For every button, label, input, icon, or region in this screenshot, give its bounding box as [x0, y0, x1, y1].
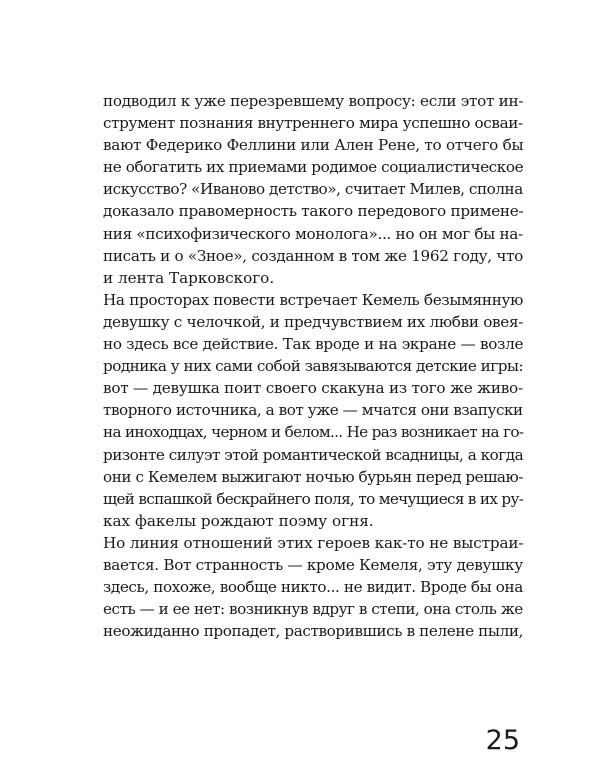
text-line-20: ках факелы рождают поэму огня. [103, 511, 374, 530]
text-line-16: на иноходцах, черном и белом... Не раз возникает на го- [103, 423, 524, 442]
text-line-3: вают Федерико Феллини или Ален Рене, то отчего бы [103, 136, 524, 155]
text-line-7: ния «психофизического монолога»... но он мог бы на- [103, 224, 523, 243]
text-line-19: щей вспашкой бескрайнего поля, то мечущиеся в их ру- [103, 489, 524, 508]
text-line-17: ризонте силуэт этой романтической всадницы, а когда [103, 445, 524, 464]
text-line-23: здесь, похоже, вообще никто... не видит. Вроде бы она [103, 578, 523, 597]
text-line-8: писать и о «Зное», созданном в том же 1962 году, что [103, 246, 523, 265]
text-line-21: Но линия отношений этих героев как-то не выстраи- [103, 533, 524, 552]
text-line-1: подводил к уже перезревшему вопросу: если этот ин- [103, 92, 524, 110]
text-line-11: девушку с челочкой, и предчувствием их любви овея- [103, 312, 524, 331]
text-line-13: родника у них сами собой завязываются детские игры: [103, 357, 524, 376]
text-line-5: искусство? «Иваново детство», считает Милев, сполна [103, 180, 523, 199]
text-line-22: вается. Вот странность — кроме Кемеля, эту девушку [103, 555, 523, 574]
text-line-15: творного источника, а вот уже — мчатся они взапуски [103, 401, 523, 420]
text-line-25: неожиданно пропадет, растворившись в пелене пыли, [103, 622, 524, 641]
text-line-24: есть — и ее нет: возникнув вдруг в степи, она столь же [103, 600, 523, 619]
text-line-18: они с Кемелем выжигают ночью бурьян перед решаю- [103, 467, 524, 486]
text-line-9: и лента Тарковского. [103, 268, 275, 287]
text-line-10: На просторах повести встречает Кемель безымянную [103, 290, 524, 309]
text-line-12: но здесь все действие. Так вроде и на экране — возле [103, 335, 524, 354]
text-line-6: доказало правомерность такого передового примене- [103, 202, 524, 221]
text-line-2: струмент познания внутреннего мира успешно осваи- [103, 114, 523, 133]
page-number: 25 [485, 725, 520, 756]
text-line-14: вот — девушка поит своего скакуна из того же живо- [103, 379, 523, 398]
text-line-4: не обогатить их приемами родимое социалистическое [103, 158, 524, 177]
page-body-text [103, 90, 523, 642]
